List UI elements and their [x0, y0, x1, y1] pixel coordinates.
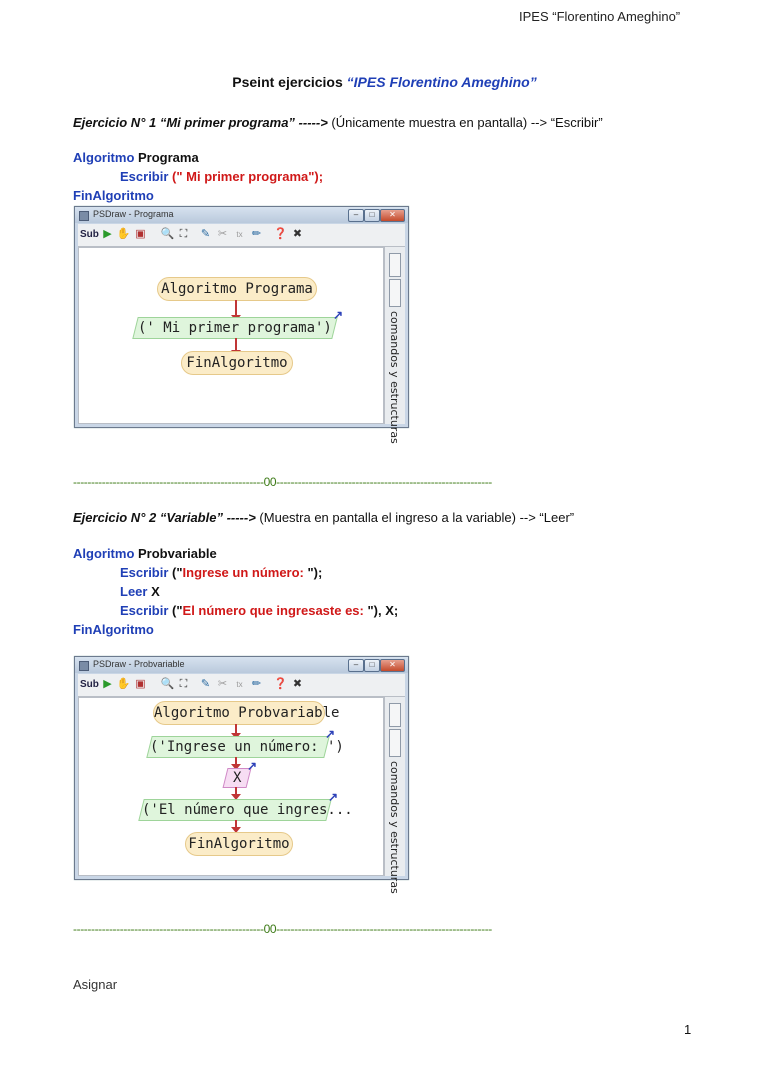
- exercise-2-description: (Muestra en pantalla el ingreso a la variable) --> “Leer”: [255, 510, 575, 525]
- keyword: Escribir: [120, 603, 169, 618]
- separator: -----------------------------------------------------00------------------------------------------------------------: [73, 922, 492, 936]
- corner-arrow-icon: ↗: [325, 727, 336, 741]
- close-button[interactable]: ✕: [380, 209, 405, 222]
- window-toolbar: [78, 224, 405, 247]
- string-literal: El número que ingresaste es:: [182, 603, 368, 618]
- side-panel-label: comandos y estructuras: [388, 311, 401, 444]
- exercise-1-code: [73, 148, 323, 205]
- minimize-button[interactable]: –: [348, 659, 364, 672]
- flowchart-canvas[interactable]: [78, 697, 384, 876]
- flowchart-end[interactable]: FinAlgoritmo: [185, 832, 293, 856]
- flow-arrow: [235, 820, 237, 831]
- code-line: [73, 601, 398, 620]
- flow-arrow: [235, 787, 237, 798]
- cut-icon[interactable]: ✂: [217, 228, 228, 240]
- output-label: ('Ingrese un número: '): [150, 739, 344, 755]
- app-icon: [79, 211, 89, 221]
- keyword: Algoritmo: [73, 546, 135, 561]
- pencil-icon[interactable]: ✏: [251, 228, 262, 240]
- flowchart-start[interactable]: Algoritmo Programa: [157, 277, 317, 301]
- zoom-icon[interactable]: 🔍: [160, 228, 175, 240]
- exercise-2-code: [73, 544, 398, 639]
- keyword: Escribir: [120, 565, 169, 580]
- side-tab[interactable]: [389, 703, 401, 727]
- side-tab[interactable]: [389, 729, 401, 757]
- title-plain: Pseint ejercicios: [232, 74, 347, 90]
- code-punct: (": [168, 169, 183, 184]
- keyword: Leer: [120, 584, 148, 599]
- help-icon[interactable]: ❓: [273, 678, 288, 690]
- fit-icon[interactable]: ⛶: [179, 228, 188, 240]
- window-titlebar: [75, 207, 408, 223]
- maximize-button[interactable]: □: [364, 209, 380, 222]
- exercise-1-title: Ejercicio N° 1 “Mi primer programa” ----->: [73, 115, 328, 130]
- psdraw-window-1: [74, 206, 409, 444]
- code-line: [73, 148, 323, 167]
- tools-icon[interactable]: ✖: [292, 228, 303, 240]
- code-punct: (": [168, 565, 183, 580]
- maximize-button[interactable]: □: [364, 659, 380, 672]
- keyword: Algoritmo: [73, 150, 135, 165]
- string-literal: Mi primer programa: [182, 169, 309, 184]
- side-panel-label: comandos y estructuras: [388, 761, 401, 894]
- flow-arrow: [235, 757, 237, 768]
- fit-icon[interactable]: ⛶: [179, 678, 188, 690]
- side-panel[interactable]: [384, 247, 405, 444]
- run-icon[interactable]: ▶: [103, 678, 112, 690]
- flowchart-start[interactable]: Algoritmo Probvariable: [153, 701, 325, 725]
- export-icon[interactable]: ▣: [135, 678, 146, 690]
- zoom-icon[interactable]: 🔍: [160, 678, 175, 690]
- code-line: [73, 582, 398, 601]
- side-tab[interactable]: [389, 253, 401, 277]
- code-punct: ");: [308, 169, 324, 184]
- flowchart-output[interactable]: [146, 736, 344, 758]
- sub-icon[interactable]: Sub: [80, 229, 99, 240]
- separator: -----------------------------------------------------00------------------------------------------------------------: [73, 475, 492, 489]
- code-punct: ");: [307, 565, 323, 580]
- algorithm-name: Probvariable: [134, 546, 217, 561]
- keyword: FinAlgoritmo: [73, 622, 154, 637]
- exercise-1-heading: [73, 115, 603, 130]
- keyword: Escribir: [120, 169, 169, 184]
- page-number: 1: [684, 1022, 692, 1037]
- corner-arrow-icon: ↗: [328, 790, 339, 804]
- help-icon[interactable]: ❓: [273, 228, 288, 240]
- code-punct: "), X;: [367, 603, 399, 618]
- flowchart-output[interactable]: [138, 799, 353, 821]
- code-line: [73, 186, 323, 205]
- read-label: X: [232, 770, 242, 786]
- code-punct: (": [168, 603, 183, 618]
- window-titlebar: [75, 657, 408, 673]
- cut-icon[interactable]: ✂: [217, 678, 228, 690]
- app-icon: [79, 661, 89, 671]
- code-line: [73, 167, 323, 186]
- close-button[interactable]: ✕: [380, 659, 405, 672]
- corner-arrow-icon: ↗: [333, 308, 344, 322]
- psdraw-window-2: [74, 656, 409, 894]
- side-panel[interactable]: [384, 697, 405, 894]
- title-highlight: “IPES Florentino Ameghino”: [346, 74, 537, 90]
- keyword: FinAlgoritmo: [73, 188, 154, 203]
- sub-icon[interactable]: Sub: [80, 679, 99, 690]
- flowchart-output[interactable]: [132, 317, 337, 339]
- text-icon[interactable]: tx: [236, 230, 243, 239]
- edit-icon[interactable]: ✎: [200, 228, 211, 240]
- exercise-1-description: (Únicamente muestra en pantalla) --> “Escribir”: [327, 115, 603, 130]
- tools-icon[interactable]: ✖: [292, 678, 303, 690]
- pencil-icon[interactable]: ✏: [251, 678, 262, 690]
- exercise-2-heading: [73, 510, 574, 525]
- page-header: IPES “Florentino Ameghino”: [519, 9, 681, 24]
- step-icon[interactable]: ✋: [116, 678, 131, 690]
- side-tab[interactable]: [389, 279, 401, 307]
- minimize-button[interactable]: –: [348, 209, 364, 222]
- code-line: [73, 563, 398, 582]
- exercise-2-title: Ejercicio N° 2 “Variable” ----->: [73, 510, 256, 525]
- document-title: [0, 74, 769, 90]
- code-line: [73, 544, 398, 563]
- window-toolbar: [78, 674, 405, 697]
- variable-name: X: [147, 584, 160, 599]
- code-line: [73, 620, 398, 639]
- export-icon[interactable]: ▣: [135, 228, 146, 240]
- text-icon[interactable]: tx: [236, 680, 243, 689]
- output-label: (' Mi primer programa'): [138, 320, 332, 336]
- algorithm-name: Programa: [134, 150, 199, 165]
- window-title: PSDraw - Probvariable: [93, 659, 185, 669]
- run-icon[interactable]: ▶: [103, 228, 112, 240]
- string-literal: Ingrese un número:: [182, 565, 308, 580]
- output-label: ('El número que ingres...: [142, 802, 353, 818]
- flowchart-canvas[interactable]: [78, 247, 384, 424]
- window-title: PSDraw - Programa: [93, 209, 174, 219]
- corner-arrow-icon: ↗: [247, 759, 258, 773]
- edit-icon[interactable]: ✎: [200, 678, 211, 690]
- step-icon[interactable]: ✋: [116, 228, 131, 240]
- flowchart-end[interactable]: FinAlgoritmo: [181, 351, 293, 375]
- section-label: Asignar: [73, 977, 118, 992]
